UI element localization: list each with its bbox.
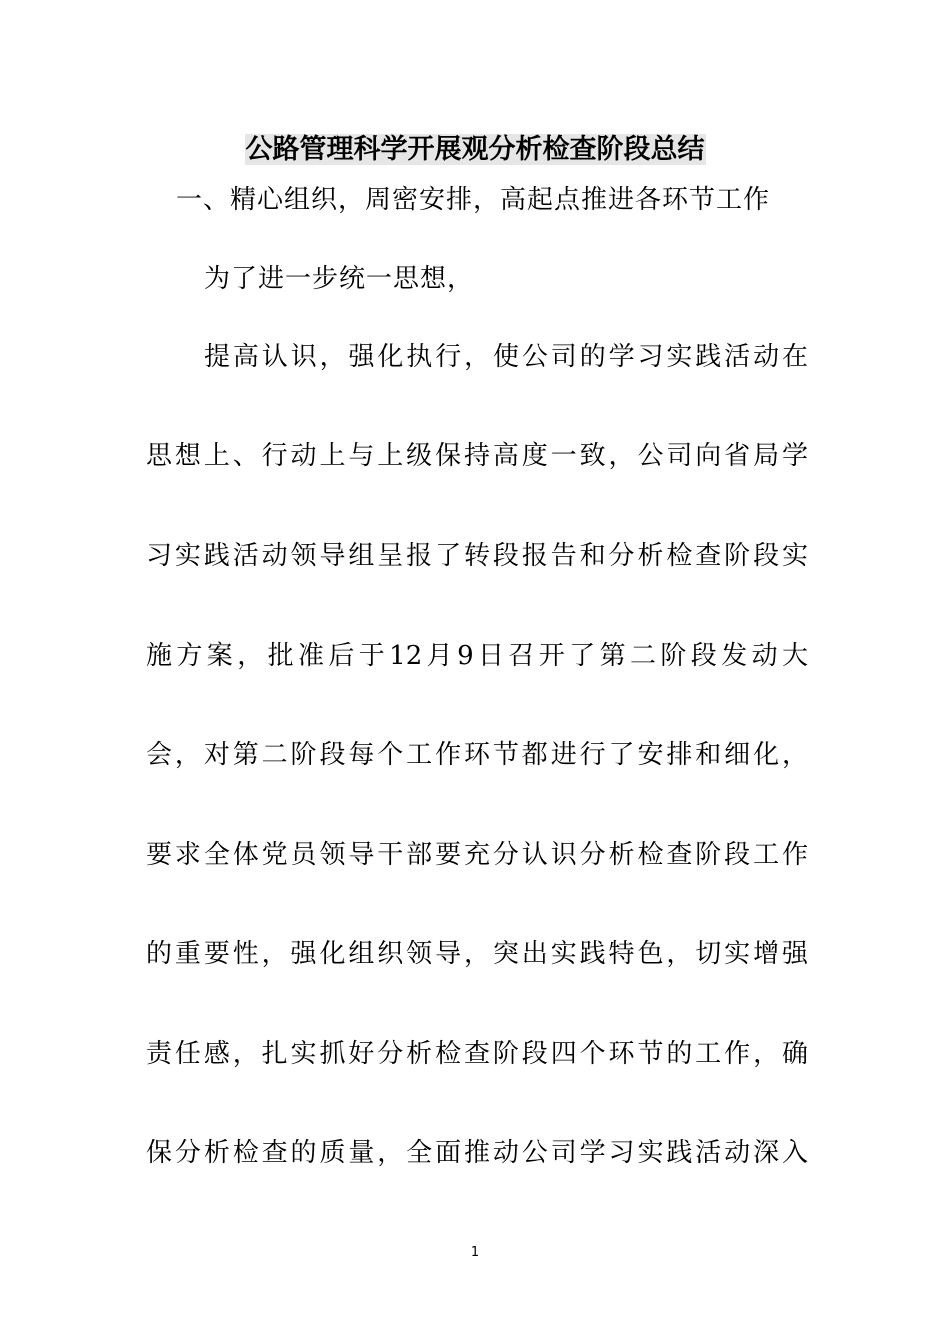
page-title-text: 公路管理科学开展观分析检查阶段总结	[245, 134, 705, 165]
body-line: 提高认识，强化执行，使公司的学习实践活动在	[204, 342, 808, 372]
body-line: 要求全体党员领导干部要充分认识分析检查阶段工作	[146, 840, 808, 870]
body-line: 责任感，扎实抓好分析检查阶段四个环节的工作，确	[146, 1039, 808, 1069]
body-line: 会，对第二阶段每个工作环节都进行了安排和细化，	[146, 740, 808, 770]
section-heading: 一、精心组织，周密安排，高起点推进各环节工作	[176, 185, 771, 215]
body-line: 为了进一步统一思想，	[204, 264, 475, 294]
body-line: 的重要性，强化组织领导，突出实践特色，切实增强	[146, 939, 808, 969]
body-line: 思想上、行动上与上级保持高度一致，公司向省局学	[146, 441, 808, 471]
body-line: 施方案，批准后于12月9日召开了第二阶段发动大	[146, 641, 808, 671]
body-line: 习实践活动领导组呈报了转段报告和分析检查阶段实	[146, 541, 808, 571]
page-number: 1	[470, 1245, 480, 1260]
page-title	[0, 130, 950, 170]
body-line: 保分析检查的质量，全面推动公司学习实践活动深入	[146, 1138, 808, 1168]
